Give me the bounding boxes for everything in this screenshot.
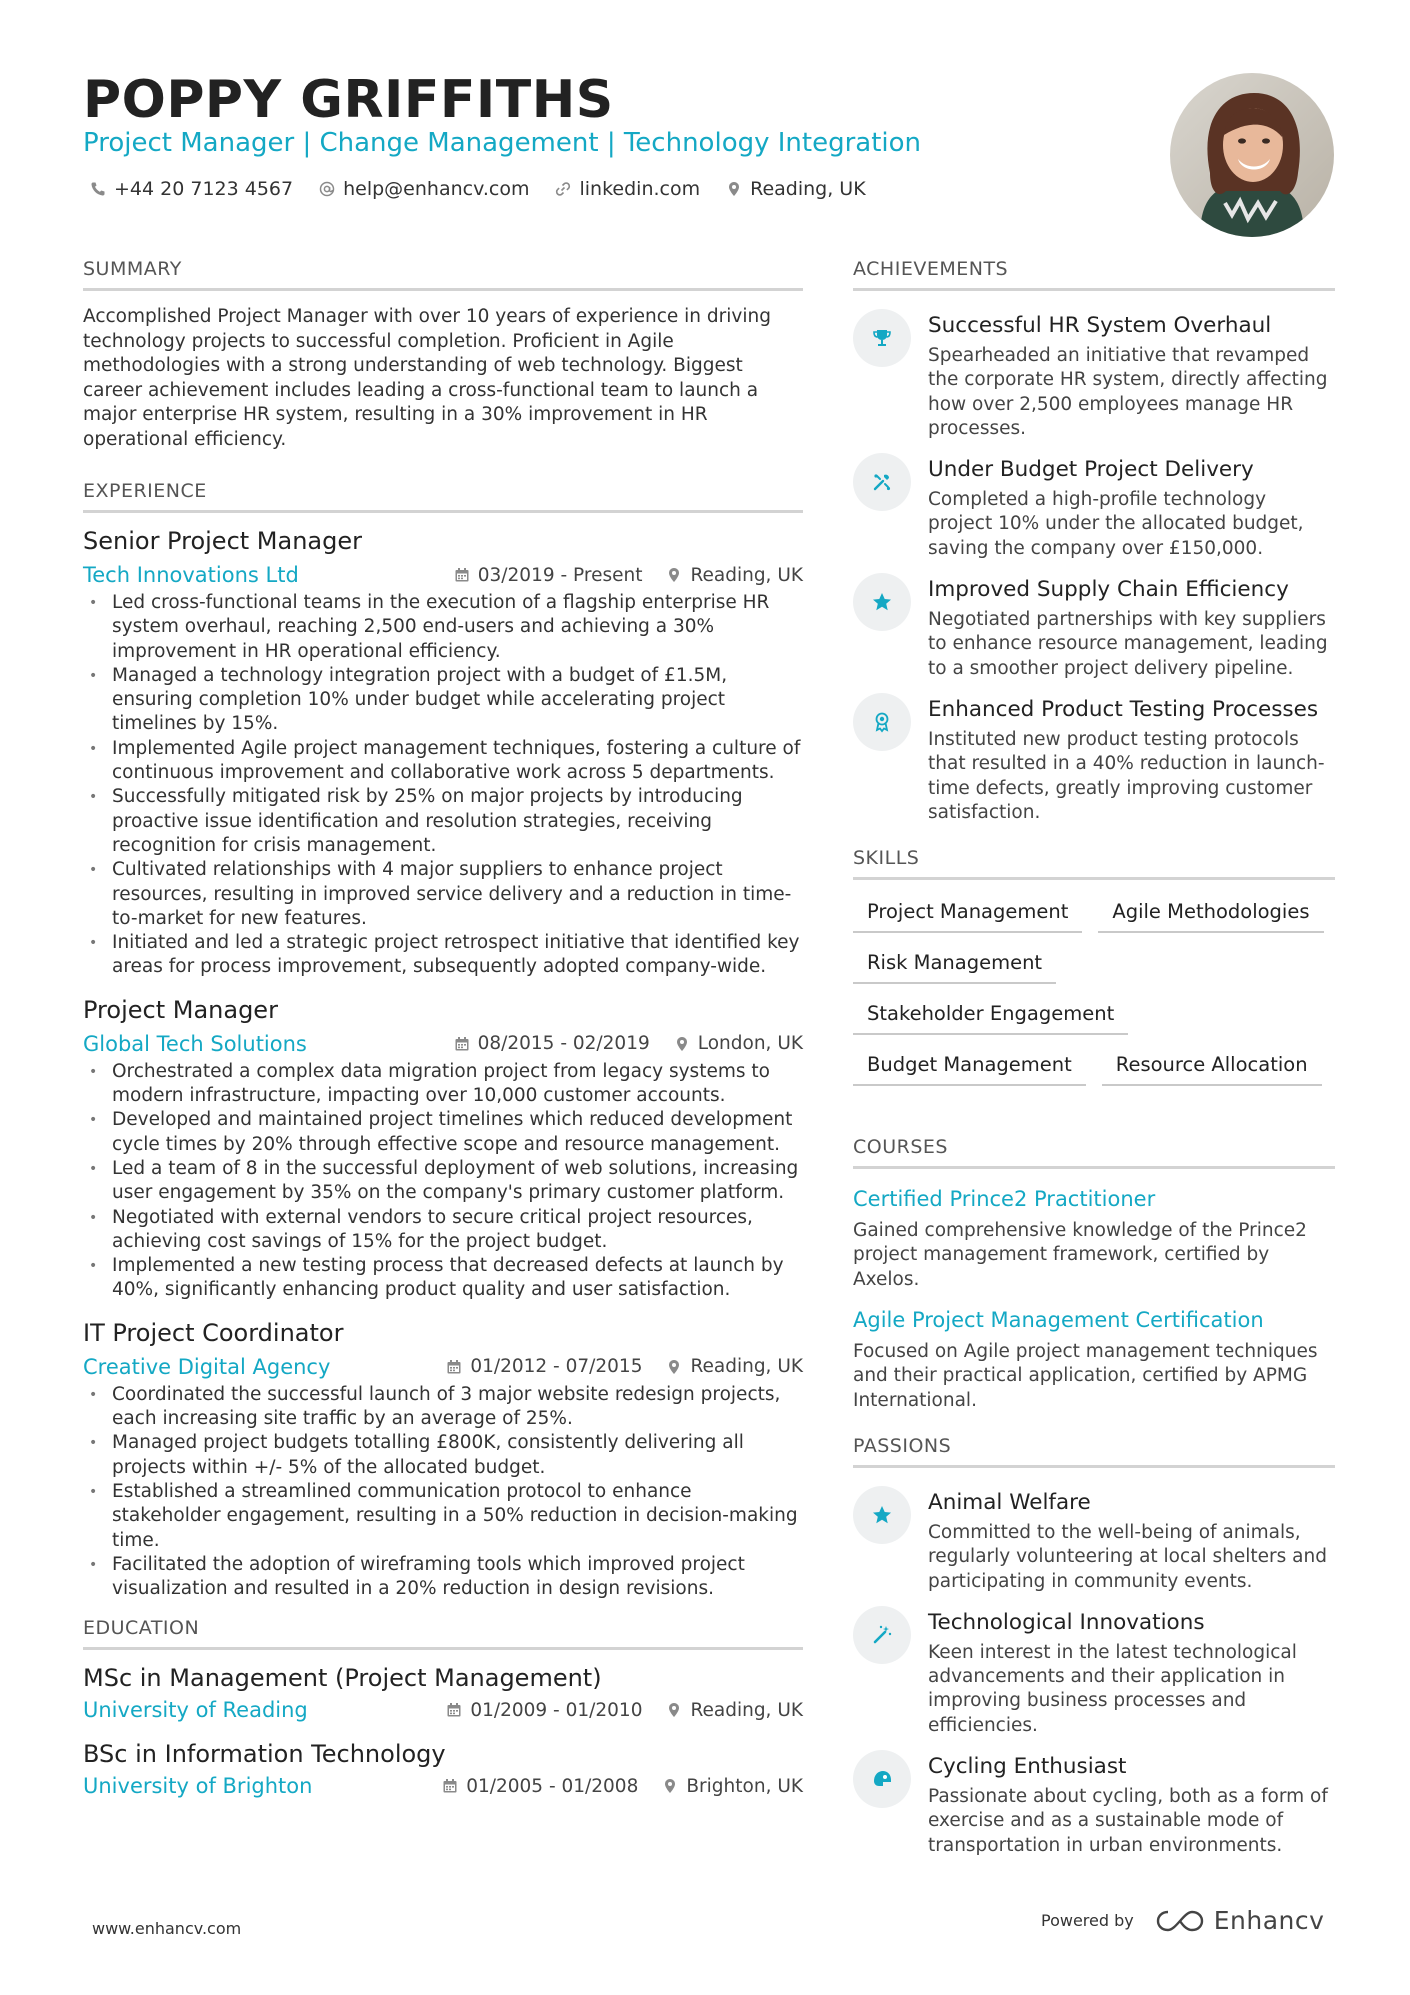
passions-title: Technological Innovations [928, 1609, 1205, 1635]
contact-row [90, 178, 866, 200]
brand-logo[interactable] [1156, 1906, 1325, 1935]
achievements-description: Negotiated partnerships with key suppliers to enhance resource management, leading to a smoother project delivery pipeline. [928, 609, 1328, 679]
location-text: Brighton, UK [686, 1775, 803, 1797]
location-text: Reading, UK [690, 564, 803, 586]
passions-description: Passionate about cycling, both as a form of exercise and as a sustainable mode of transportation in urban environments. [928, 1786, 1328, 1856]
job-bullet: • Established a streamlined communication protocol to enhance stakeholder engagement, resulting in a 50% reduction in decision-making time. [83, 1480, 803, 1553]
location-pin-icon [674, 1036, 690, 1052]
job-location [662, 1776, 803, 1797]
profile-photo [1170, 73, 1334, 237]
job-bullet: • Cultivated relationships with 4 major suppliers to enhance project resources, resulting in improved service delivery and a reduction in time-to-market for new features. [83, 858, 803, 931]
job-location [666, 1356, 803, 1377]
contact-email[interactable] [319, 178, 529, 200]
date-location [446, 1700, 803, 1721]
job-bullet: • Implemented Agile project management techniques, fostering a culture of continuous improvement and collaborative work across 5 departments. [83, 737, 803, 786]
course-title[interactable]: Agile Project Management Certification [853, 1308, 1264, 1333]
passions-body [928, 1610, 1335, 1738]
achievements-entry [853, 577, 1335, 681]
passions-heading: PASSIONS [853, 1435, 1335, 1468]
job-bullet: • Led cross-functional teams in the execution of a flagship enterprise HR system overhaul, reaching 2,500 end-users and achieving a 30% improvement in HR operational efficiency. [83, 591, 803, 664]
job-location [674, 1033, 803, 1054]
award-icon [853, 693, 911, 751]
date-location [454, 1033, 803, 1054]
job-location [666, 1700, 803, 1721]
phone-text: +44 20 7123 4567 [114, 178, 294, 200]
job-bullet: • Facilitated the adoption of wireframing tools which improved project visualization and resulted in a 20% reduction in design revisions. [83, 1553, 803, 1602]
job-bullet: • Developed and maintained project timelines which reduced development cycle times by 20% through effective scope and resource management. [83, 1108, 803, 1157]
achievements-description: Instituted new product testing protocols that resulted in a 40% reduction in launch-time defects, greatly improving customer satisfaction. [928, 728, 1325, 823]
date-text: 01/2005 - 01/2008 [466, 1775, 639, 1797]
date-location [454, 565, 803, 586]
achievements-entry [853, 697, 1335, 825]
calendar-icon [454, 1036, 470, 1052]
contact-linkedin[interactable] [555, 178, 700, 200]
date-range [454, 565, 643, 586]
job-bullet: • Initiated and led a strategic project retrospect initiative that identified key areas for process improvement, subsequently adopted company-wide. [83, 931, 803, 980]
linkedin-text: linkedin.com [579, 178, 701, 200]
footer-website[interactable]: www.enhancv.com [92, 1919, 242, 1938]
job-title: IT Project Coordinator [83, 1318, 344, 1347]
courses-heading: COURSES [853, 1136, 1335, 1169]
job-bullet: • Managed a technology integration project with a budget of £1.5M, ensuring completion 10% under budget while accelerating project timelines by 15%. [83, 664, 803, 737]
achievements-title: Improved Supply Chain Efficiency [928, 577, 1289, 603]
skill-tag: Resource Allocation [1102, 1053, 1322, 1086]
location-pin-icon [666, 1702, 682, 1718]
date-text: 01/2009 - 01/2010 [470, 1699, 643, 1721]
date-location [442, 1776, 803, 1797]
job-bullets [83, 1060, 803, 1303]
degree-title: MSc in Management (Project Management) [83, 1664, 602, 1693]
achievements-description: Completed a high-profile technology project 10% under the allocated budget, saving the company over £150,000. [928, 489, 1304, 559]
skill-tag: Agile Methodologies [1098, 900, 1323, 933]
left-column [83, 258, 803, 1816]
star-icon [853, 573, 911, 631]
skills-heading: SKILLS [853, 847, 1335, 880]
skill-tag: Risk Management [853, 951, 1056, 984]
experience-heading: EXPERIENCE [83, 480, 803, 513]
course-entry [853, 1187, 1335, 1292]
job-bullet: • Managed project budgets totalling £800K, consistently delivering all projects within +/- 5% of the allocated budget. [83, 1431, 803, 1480]
company-name[interactable]: Global Tech Solutions [83, 1031, 307, 1056]
job-location [666, 565, 803, 586]
job-bullets [83, 591, 803, 980]
job-title: Project Manager [83, 995, 278, 1024]
date-location [446, 1356, 803, 1377]
calendar-icon [446, 1702, 462, 1718]
enhancv-logo-icon [1156, 1908, 1204, 1934]
trophy-icon [853, 309, 911, 367]
company-name[interactable]: Creative Digital Agency [83, 1354, 331, 1379]
achievements-body [928, 697, 1335, 825]
job-bullet: • Implemented a new testing process that decreased defects at launch by 40%, significantly enhancing product quality and user satisfaction. [83, 1254, 803, 1303]
education-entry [83, 1740, 803, 1798]
location-pin-icon [666, 567, 682, 583]
achievements-heading: ACHIEVEMENTS [853, 258, 1335, 291]
contact-location [726, 178, 866, 200]
passions-body [928, 1754, 1335, 1858]
summary-heading: SUMMARY [83, 258, 803, 291]
achievements-body [928, 577, 1335, 681]
passions-body [928, 1490, 1335, 1594]
passions-entry [853, 1610, 1335, 1738]
location-text: Reading, UK [690, 1356, 803, 1378]
achievements-body [928, 313, 1335, 441]
course-description: Focused on Agile project management techniques and their practical application, certified by APMG International. [853, 1341, 1318, 1411]
right-column [853, 258, 1335, 1874]
courses-list [853, 1187, 1335, 1413]
date-text: 01/2012 - 07/2015 [470, 1356, 643, 1378]
calendar-icon [442, 1778, 458, 1794]
skills-list [853, 900, 1335, 1104]
achievements-list [853, 313, 1335, 825]
job-meta [83, 563, 803, 587]
passions-title: Animal Welfare [928, 1489, 1091, 1515]
job-bullets [83, 1383, 803, 1602]
passions-entry [853, 1490, 1335, 1594]
experience-entry [83, 996, 803, 1303]
location-pin-icon [662, 1778, 678, 1794]
passions-title: Cycling Enthusiast [928, 1754, 1127, 1780]
education-heading: EDUCATION [83, 1617, 803, 1650]
achievements-body [928, 457, 1335, 561]
location-text: London, UK [697, 1033, 803, 1055]
achievements-entry [853, 313, 1335, 441]
job-bullet: • Orchestrated a complex data migration project from legacy systems to modern infrastructure, impacting over 10,000 customer accounts. [83, 1060, 803, 1109]
brand-name: Enhancv [1213, 1906, 1325, 1935]
email-text: help@enhancv.com [343, 178, 530, 200]
job-bullet: • Coordinated the successful launch of 3 major website redesign projects, each increasing site traffic by an average of 25%. [83, 1383, 803, 1432]
company-name[interactable]: Tech Innovations Ltd [83, 563, 299, 587]
course-description: Gained comprehensive knowledge of the Prince2 project management framework, certified by Axelos. [853, 1220, 1307, 1290]
phone-icon [90, 181, 106, 197]
calendar-icon [446, 1359, 462, 1375]
date-range [446, 1700, 642, 1721]
tools-icon [853, 453, 911, 511]
powered-by-label: Powered by [1041, 1911, 1134, 1930]
link-icon [555, 181, 571, 197]
job-meta [83, 1355, 803, 1379]
education-meta [83, 1698, 803, 1722]
date-text: 08/2015 - 02/2019 [477, 1033, 650, 1055]
location-pin-icon [726, 181, 742, 197]
achievements-title: Enhanced Product Testing Processes [928, 696, 1319, 722]
job-bullet: • Successfully mitigated risk by 25% on major projects by introducing proactive issue identification and resolution strategies, receiving recognition for crisis management. [83, 785, 803, 858]
helmet-icon [853, 1750, 911, 1808]
education-meta [83, 1774, 803, 1798]
passions-entry [853, 1754, 1335, 1858]
passions-list [853, 1490, 1335, 1858]
job-bullet: • Negotiated with external vendors to secure critical project resources, achieving cost savings of 15% for the project budget. [83, 1206, 803, 1255]
experience-list [83, 527, 803, 1601]
achievements-title: Under Budget Project Delivery [928, 457, 1254, 483]
achievements-entry [853, 457, 1335, 561]
degree-title: BSc in Information Technology [83, 1740, 446, 1769]
skill-tag: Project Management [853, 900, 1082, 933]
contact-phone[interactable] [90, 178, 293, 200]
experience-entry [83, 1319, 803, 1602]
course-entry [853, 1308, 1335, 1413]
magic-wand-icon [853, 1606, 911, 1664]
education-entry [83, 1664, 803, 1722]
candidate-name: POPPY GRIFFITHS [83, 70, 614, 130]
calendar-icon [454, 567, 470, 583]
star-icon [853, 1486, 911, 1544]
location-text: Reading, UK [690, 1699, 803, 1721]
date-text: 03/2019 - Present [477, 564, 643, 586]
date-range [446, 1356, 642, 1377]
summary-text: Accomplished Project Manager with over 10 years of experience in driving technology projects to successful completion. Proficient in Agile methodologies with a strong understanding of web technology. Biggest career achievement includes leading a cross-functional team to launch a major enterprise HR system, resulting in a 30% improvement in HR operational efficiency. [83, 306, 771, 450]
passions-description: Committed to the well-being of animals, regularly volunteering at local shelters and participating in community events. [928, 1521, 1327, 1592]
candidate-headline: Project Manager | Change Management | Technology Integration [83, 128, 922, 158]
job-meta [83, 1032, 803, 1056]
date-range [442, 1776, 638, 1797]
skill-tag: Budget Management [853, 1053, 1086, 1086]
passions-description: Keen interest in the latest technological advancements and their application in improving business processes and efficiencies. [928, 1641, 1297, 1736]
education-list [83, 1664, 803, 1798]
experience-entry [83, 527, 803, 980]
school-name[interactable]: University of Reading [83, 1698, 308, 1723]
date-range [454, 1033, 650, 1054]
skill-tag: Stakeholder Engagement [853, 1002, 1128, 1035]
at-icon [319, 181, 335, 197]
job-title: Senior Project Manager [83, 527, 362, 555]
footer-branding [1041, 1906, 1324, 1935]
job-bullet: • Led a team of 8 in the successful deployment of web solutions, increasing user engagement by 35% on the company's primary customer platform. [83, 1157, 803, 1206]
course-title[interactable]: Certified Prince2 Practitioner [853, 1187, 1156, 1212]
school-name[interactable]: University of Brighton [83, 1774, 313, 1799]
location-pin-icon [666, 1359, 682, 1375]
location-text: Reading, UK [750, 178, 866, 200]
achievements-description: Spearheaded an initiative that revamped the corporate HR system, directly affecting how over 2,500 employees manage HR processes. [928, 345, 1328, 439]
achievements-title: Successful HR System Overhaul [928, 313, 1272, 338]
